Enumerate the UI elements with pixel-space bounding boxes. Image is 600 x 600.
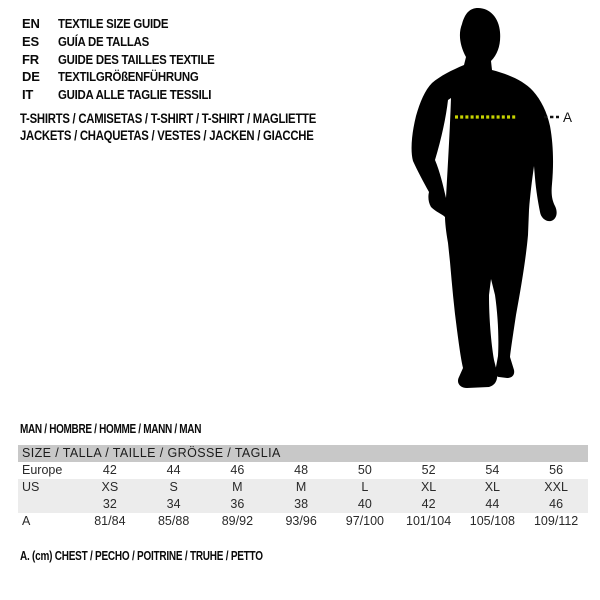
language-code: ES xyxy=(22,34,39,50)
tshirts-line: T-SHIRTS / CAMISETAS / T-SHIRT / T-SHIRT / MAGLIETTE xyxy=(20,111,317,126)
size-cell: 52 xyxy=(421,463,436,477)
product-categories xyxy=(20,110,372,144)
size-cell: 56 xyxy=(549,463,564,477)
size-cell: 89/92 xyxy=(221,514,254,528)
table-row-uk xyxy=(18,496,588,513)
table-row-chest-a xyxy=(18,513,588,530)
size-cell: 46 xyxy=(549,497,564,511)
size-cell: 42 xyxy=(421,497,436,511)
size-cell: XS xyxy=(101,480,119,494)
size-table xyxy=(18,445,588,530)
size-cell: 44 xyxy=(166,463,181,477)
size-cell: 105/108 xyxy=(469,514,515,528)
size-cell: S xyxy=(169,480,178,494)
size-cell: 109/112 xyxy=(533,514,579,528)
size-table-header: SIZE / TALLA / TAILLE / GRÖSSE / TAGLIA xyxy=(18,445,588,462)
size-cell: 48 xyxy=(294,463,309,477)
man-silhouette-body xyxy=(412,8,557,388)
language-code: IT xyxy=(22,87,34,103)
language-list xyxy=(22,15,236,103)
size-cell: XL xyxy=(484,480,501,494)
language-row-fr xyxy=(22,50,236,68)
language-label: GUIDE DES TAILLES TEXTILE xyxy=(58,51,215,67)
size-cell: 38 xyxy=(294,497,309,511)
language-label: TEXTILGRÖßENFÜHRUNG xyxy=(58,69,199,85)
size-cell: 44 xyxy=(485,497,500,511)
size-cell: L xyxy=(361,480,369,494)
size-cell: 46 xyxy=(230,463,245,477)
size-cell: 40 xyxy=(357,497,372,511)
language-row-it xyxy=(22,86,236,104)
language-code: FR xyxy=(22,51,39,67)
man-silhouette xyxy=(400,0,600,410)
size-cell: 81/84 xyxy=(94,514,126,528)
size-cell: 97/100 xyxy=(345,514,384,528)
figure-area xyxy=(400,0,600,410)
row-label: US xyxy=(22,480,40,494)
row-label: A xyxy=(22,514,31,528)
measure-label-a: A xyxy=(563,110,573,125)
row-label: Europe xyxy=(22,463,63,477)
section-title-man: MAN / HOMBRE / HOMME / MANN / MAN xyxy=(20,422,202,436)
language-row-es xyxy=(22,33,236,51)
size-cell: M xyxy=(295,480,307,494)
size-cell: 36 xyxy=(230,497,245,511)
size-cell: 50 xyxy=(357,463,372,477)
size-cell: XL xyxy=(420,480,437,494)
language-code: DE xyxy=(22,69,40,85)
size-cell: 85/88 xyxy=(157,514,190,528)
language-label: TEXTILE SIZE GUIDE xyxy=(58,16,169,32)
chest-footnote: A. (cm) CHEST / PECHO / POITRINE / TRUHE / PETTO xyxy=(20,549,263,563)
language-row-de xyxy=(22,68,236,86)
language-row-en xyxy=(22,15,236,33)
table-row-us xyxy=(18,479,588,496)
row-label xyxy=(18,496,78,513)
size-cell: 93/96 xyxy=(285,514,317,528)
language-code: EN xyxy=(22,16,40,32)
size-cell: M xyxy=(232,480,243,494)
size-cell: 42 xyxy=(102,463,117,477)
size-cell: 34 xyxy=(166,497,181,511)
language-label: GUÍA DE TALLAS xyxy=(58,34,149,50)
table-row-europe xyxy=(18,462,588,479)
size-cell: 101/104 xyxy=(406,514,452,528)
size-cell: 54 xyxy=(485,463,500,477)
size-cell: 32 xyxy=(102,497,117,511)
jackets-line: JACKETS / CHAQUETAS / VESTES / JACKEN / GIACCHE xyxy=(20,128,314,143)
language-label: GUIDA ALLE TAGLIE TESSILI xyxy=(58,87,212,103)
size-cell: XXL xyxy=(544,480,568,494)
